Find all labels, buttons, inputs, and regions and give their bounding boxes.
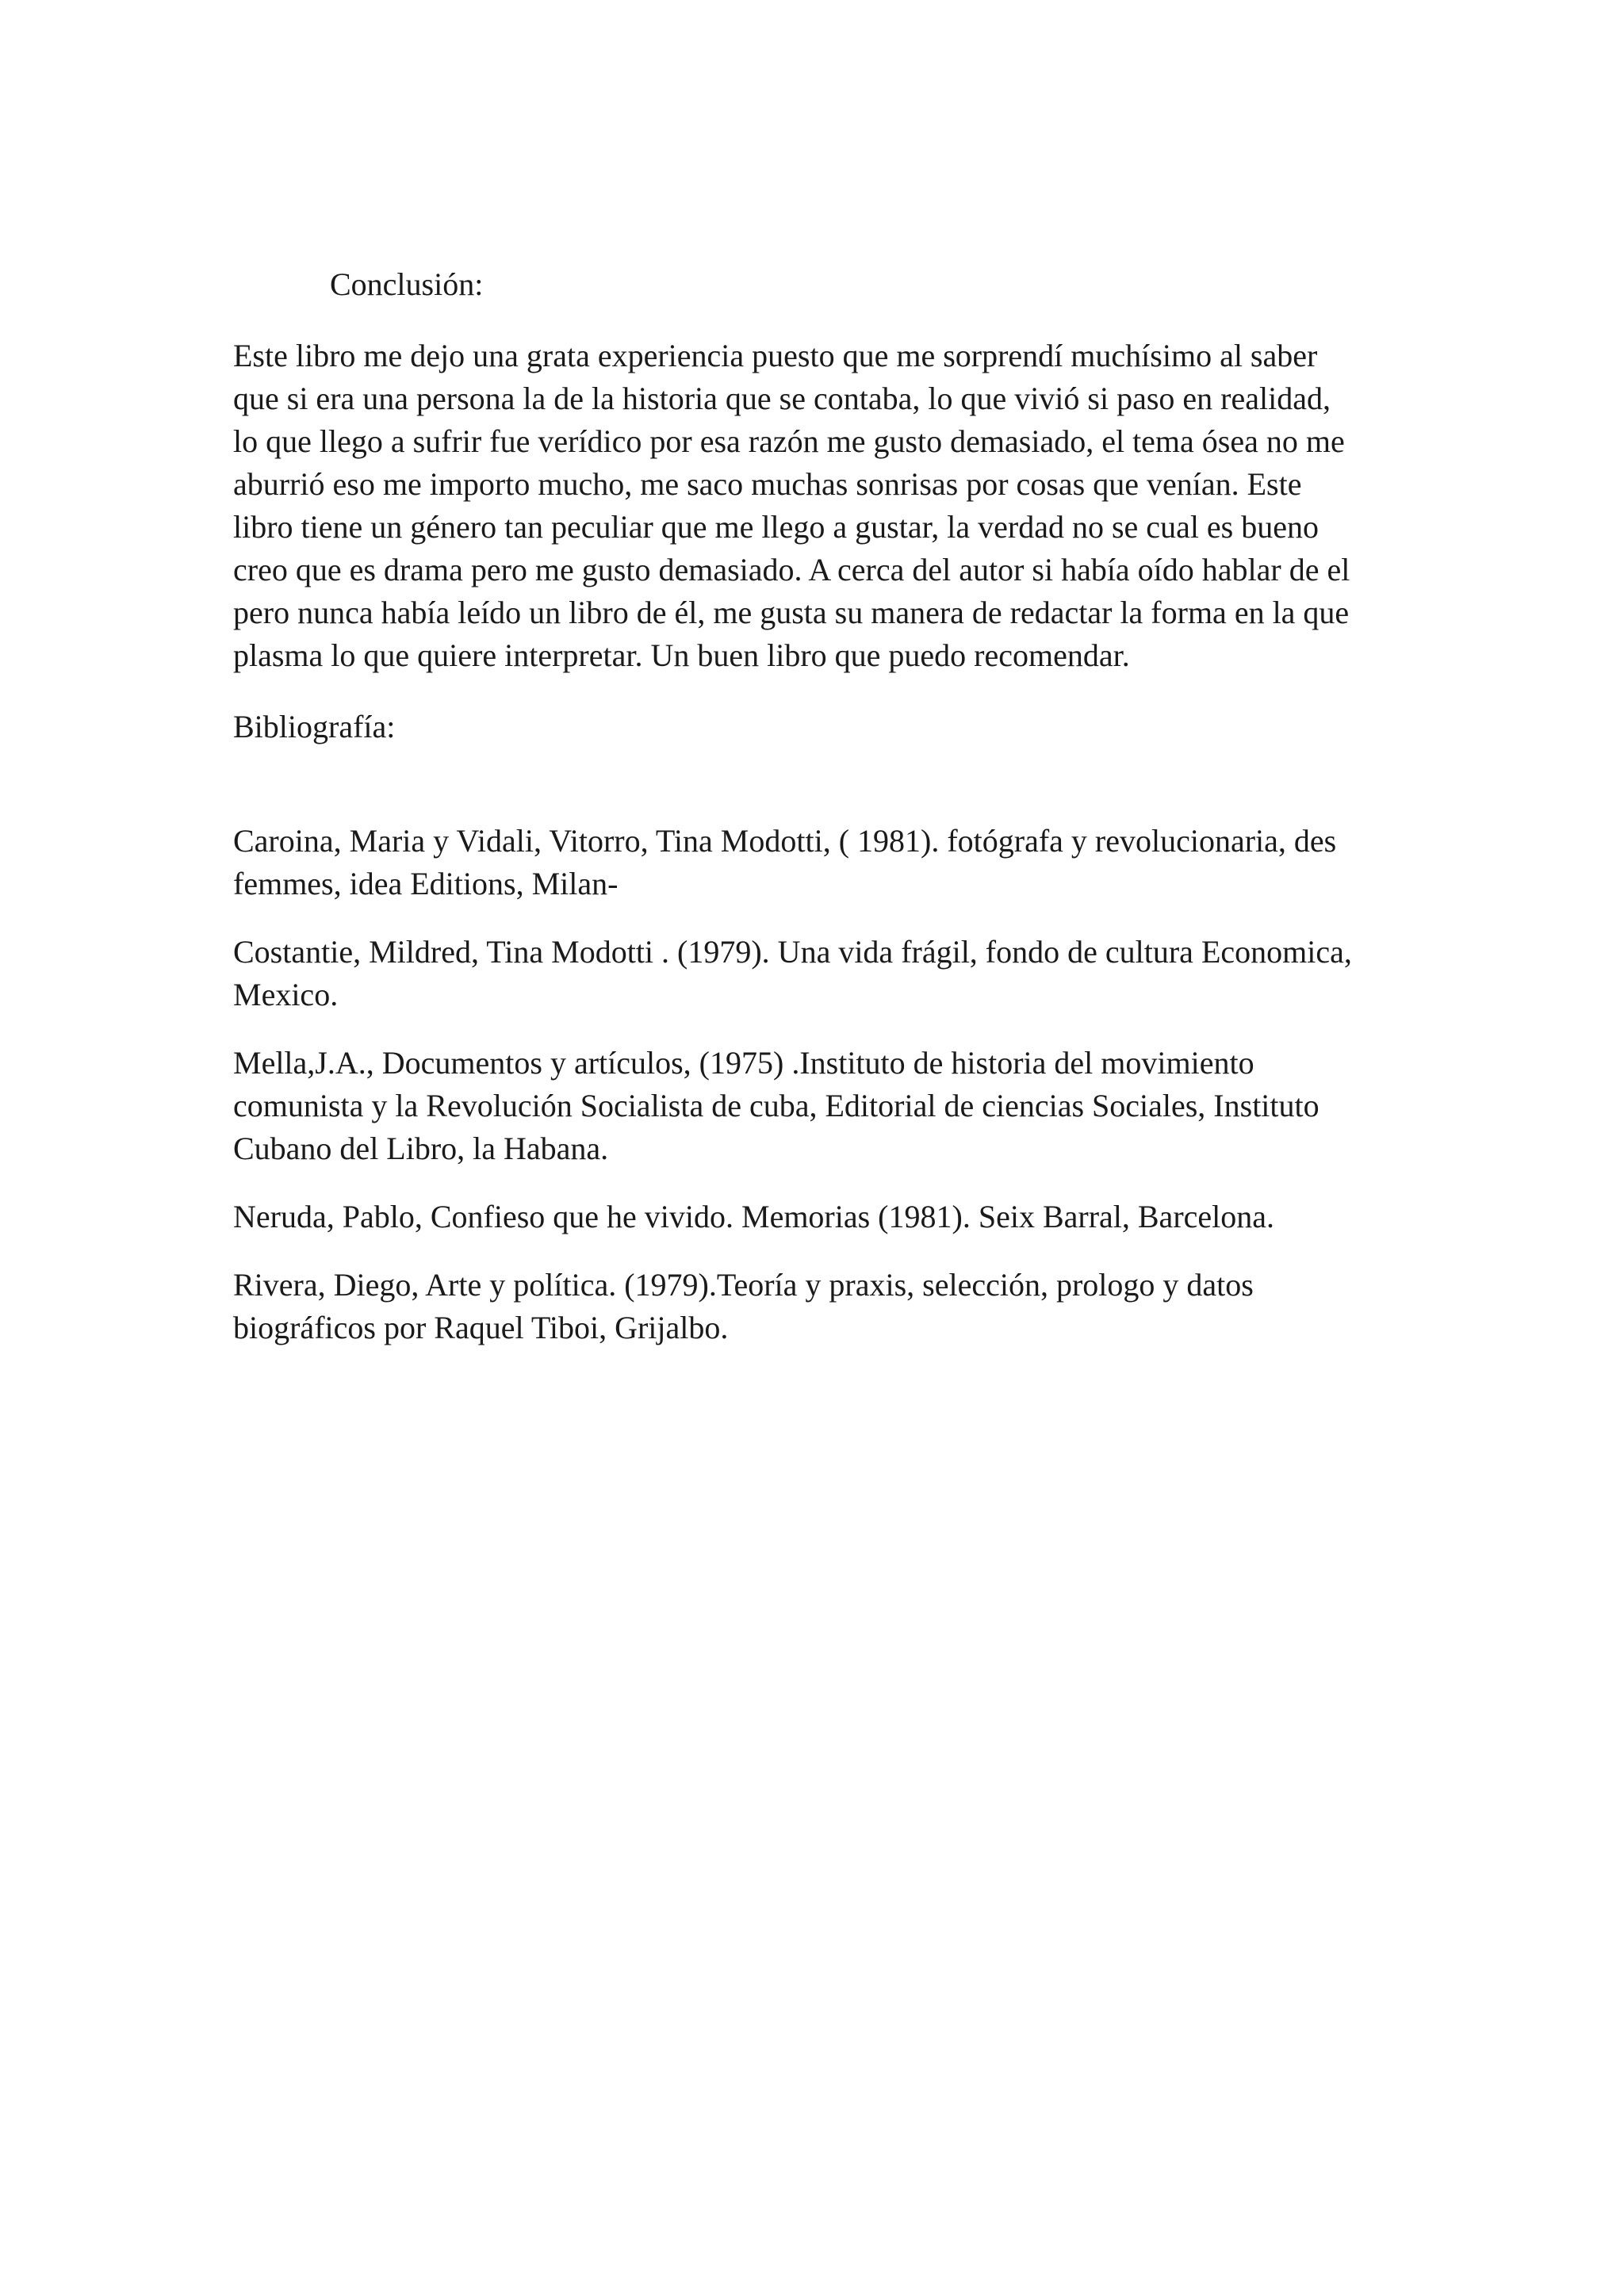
document-body [233,263,1407,1375]
bibliography-entry [233,1264,1407,1349]
bibliography-entry [233,931,1407,1016]
bibliography-entry [233,1196,1407,1238]
bibliography-line: Caroina, Maria y Vidali, Vitorro, Tina Modotti, ( 1981). fotógrafa y revolucionaria, des [233,823,1337,859]
conclusion-line: que si era una persona la de la historia que se contaba, lo que vivió si paso en realidad, [233,381,1331,416]
conclusion-line: pero nunca había leído un libro de él, me gusta su manera de redactar la forma en la que [233,595,1350,630]
conclusion-line: libro tiene un género tan peculiar que me llego a gustar, la verdad no se cual es bueno [233,509,1320,545]
conclusion-line: Este libro me dejo una grata experiencia puesto que me sorprendí muchísimo al saber [233,338,1318,373]
bibliography-line: femmes, idea Editions, Milan- [233,866,619,901]
bibliography-line: Cubano del Libro, la Habana. [233,1131,609,1166]
bibliography-entry [233,820,1407,905]
bibliography-line: Mella,J.A., Documentos y artículos, (1975) .Instituto de historia del movimiento [233,1045,1254,1081]
bibliography-list [233,820,1407,1349]
bibliography-line: Mexico. [233,977,339,1012]
bibliography-line: Neruda, Pablo, Confieso que he vivido. Memorias (1981). Seix Barral, Barcelona. [233,1199,1275,1234]
conclusion-line: creo que es drama pero me gusto demasiado. A cerca del autor si había oído hablar de el [233,552,1350,587]
bibliography-line: Costantie, Mildred, Tina Modotti . (1979). Una vida frágil, fondo de cultura Economica, [233,934,1352,970]
conclusion-line: plasma lo que quiere interpretar. Un buen libro que puedo recomendar. [233,637,1130,673]
bibliography-entry [233,1042,1407,1170]
conclusion-line: aburrió eso me importo mucho, me saco muchas sonrisas por cosas que venían. Este [233,466,1302,502]
conclusion-line: lo que llego a sufrir fue verídico por esa razón me gusto demasiado, el tema ósea no me [233,423,1345,459]
bibliography-line: comunista y la Revolución Socialista de cuba, Editorial de ciencias Sociales, Instituto [233,1088,1320,1123]
bibliography-line: Rivera, Diego, Arte y política. (1979).Teoría y praxis, selección, prologo y datos [233,1267,1254,1303]
bibliography-heading: Bibliografía: [233,709,396,744]
conclusion-heading: Conclusión: [330,266,484,302]
bibliography-line: biográficos por Raquel Tiboi, Grijalbo. [233,1310,729,1345]
conclusion-paragraph [233,335,1407,677]
